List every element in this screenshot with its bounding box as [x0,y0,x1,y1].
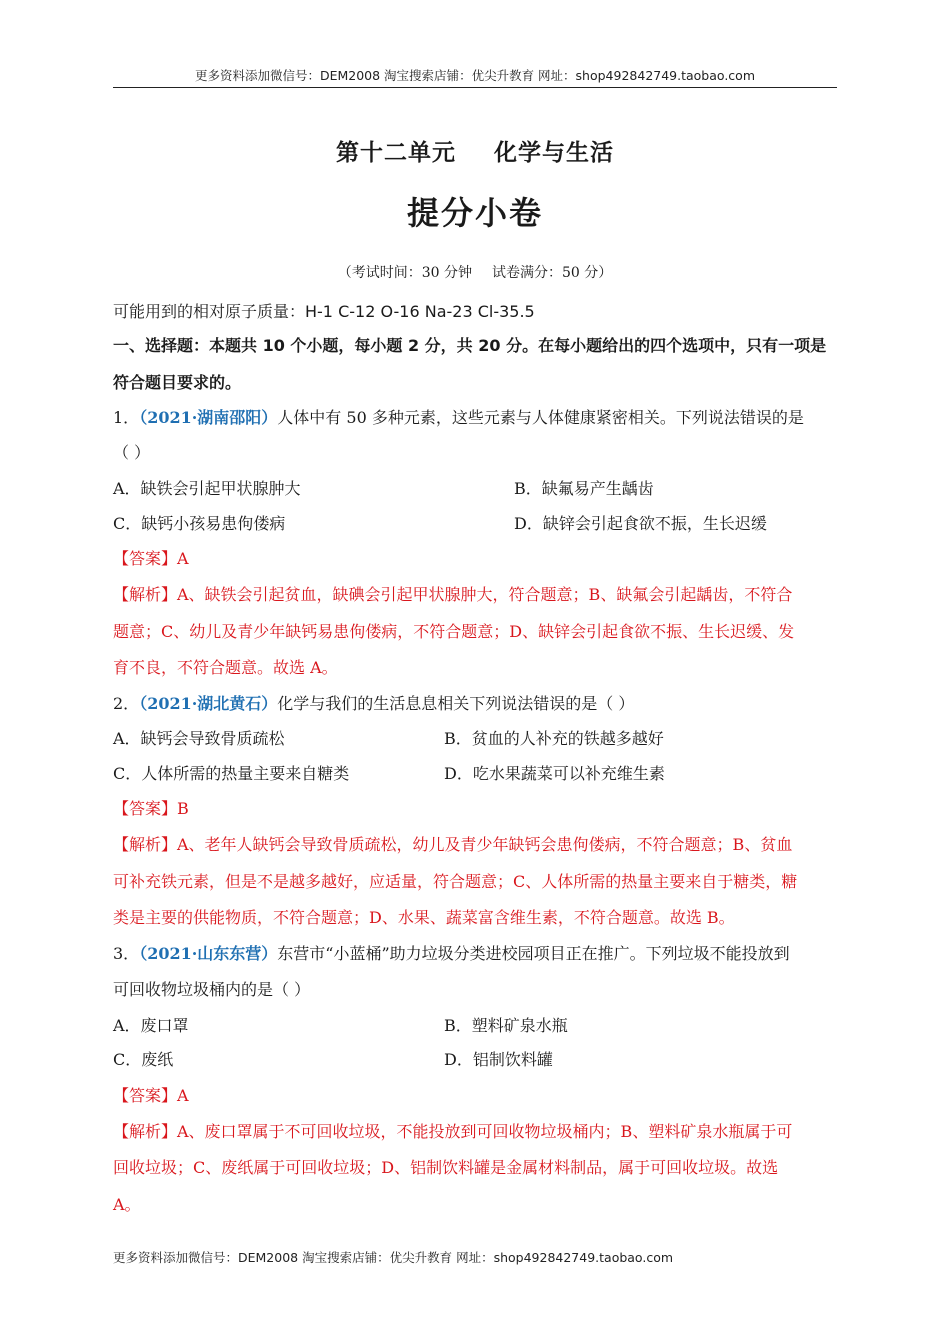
question-text: 人体中有 50 多种元素，这些元素与人体健康紧密相关。下列说法错误的是 [277,408,804,427]
question-source: （2021·山东东营） [139,944,278,963]
page-footer: 更多资料添加微信号：DEM2008 淘宝搜索店铺：优尖升教育 网址：shop492842749.taobao.com [113,1250,674,1265]
question-3-option-a: A．废口罩 [113,1016,189,1035]
question-1-option-d: D．缺锌会引起食欲不振，生长迟缓 [514,514,767,533]
question-1-option-b: B．缺氟易产生龋齿 [514,479,654,498]
question-1-analysis-line2: 题意；C、幼儿及青少年缺钙易患佝偻病，不符合题意；D、缺锌会引起食欲不振、生长迟缓、发 [113,622,795,641]
question-2-option-c: C．人体所需的热量主要来自糖类 [113,764,350,783]
question-text: 东营市“小蓝桶”助力垃圾分类进校园项目正在推广。下列垃圾不能投放到 [277,944,790,963]
question-2-answer: 【答案】B [113,799,189,818]
question-2-option-a: A．缺钙会导致骨质疏松 [113,729,285,748]
question-3-stem [113,941,790,964]
question-3-option-d: D．铝制饮料罐 [444,1050,553,1069]
question-2-stem [113,691,634,714]
question-1-analysis-line1: 【解析】A、缺铁会引起贫血，缺碘会引起甲状腺肿大，符合题意；B、缺氟会引起龋齿，不符合 [113,585,793,604]
page-header: 更多资料添加微信号：DEM2008 淘宝搜索店铺：优尖升教育 网址：shop492842749.taobao.com [194,68,756,83]
question-1-stem [113,405,804,428]
question-3-analysis-line2: 回收垃圾；C、废纸属于可回收垃圾；D、铝制饮料罐是金属材料制品，属于可回收垃圾。故选 [113,1158,779,1177]
section-heading-line1: 一、选择题：本题共 10 个小题，每小题 2 分，共 20 分。在每小题给出的四个选项中，只有一项是 [113,336,827,355]
question-2-analysis-line2: 可补充铁元素，但是不是越多越好，应适量，符合题意；C、人体所需的热量主要来自于糖类，糖 [113,872,798,891]
question-3-answer: 【答案】A [113,1086,189,1105]
question-3-stem-line2: 可回收物垃圾桶内的是（ ） [113,980,311,999]
question-1-bracket: （ ） [113,443,151,462]
exam-info [0,262,950,282]
exam-time: （考试时间：30 分钟 [337,265,472,281]
question-number: 3． [113,944,140,963]
atomic-masses: 可能用到的相对原子质量：H-1 C-12 O-16 Na-23 Cl-35.5 [113,302,535,321]
question-3-analysis-line3: A。 [113,1195,141,1214]
question-2-analysis-line1: 【解析】A、老年人缺钙会导致骨质疏松，幼儿及青少年缺钙会患佝偻病，不符合题意；B、贫血 [113,835,793,854]
question-1-answer: 【答案】A [113,549,189,568]
question-source: （2021·湖南邵阳） [139,408,278,427]
question-1-analysis-line3: 育不良，不符合题意。故选 A。 [113,658,338,677]
question-2-option-d: D．吃水果蔬菜可以补充维生素 [444,764,665,783]
question-text: 化学与我们的生活息息相关下列说法错误的是（ ） [277,694,635,713]
question-3-option-b: B．塑料矿泉水瓶 [444,1016,568,1035]
exam-score: 试卷满分：50 分） [492,265,613,281]
section-heading-line2: 符合题目要求的。 [113,373,242,392]
unit-title [0,134,950,167]
question-number: 1． [113,408,140,427]
question-1-option-c: C．缺钙小孩易患佝偻病 [113,514,286,533]
question-3-option-c: C．废纸 [113,1050,174,1069]
question-1-option-a: A．缺铁会引起甲状腺肿大 [113,479,301,498]
header-divider [113,87,837,88]
unit-label: 第十二单元 [336,140,456,166]
question-number: 2． [113,694,140,713]
question-2-analysis-line3: 类是主要的供能物质，不符合题意；D、水果、蔬菜富含维生素，不符合题意。故选 B。 [113,908,735,927]
question-3-analysis-line1: 【解析】A、废口罩属于不可回收垃圾，不能投放到可回收物垃圾桶内；B、塑料矿泉水瓶属于可 [113,1122,793,1141]
topic-label: 化学与生活 [494,140,614,166]
paper-subtitle: 提分小卷 [406,194,543,232]
question-source: （2021·湖北黄石） [139,694,278,713]
question-2-option-b: B．贫血的人补充的铁越多越好 [444,729,664,748]
